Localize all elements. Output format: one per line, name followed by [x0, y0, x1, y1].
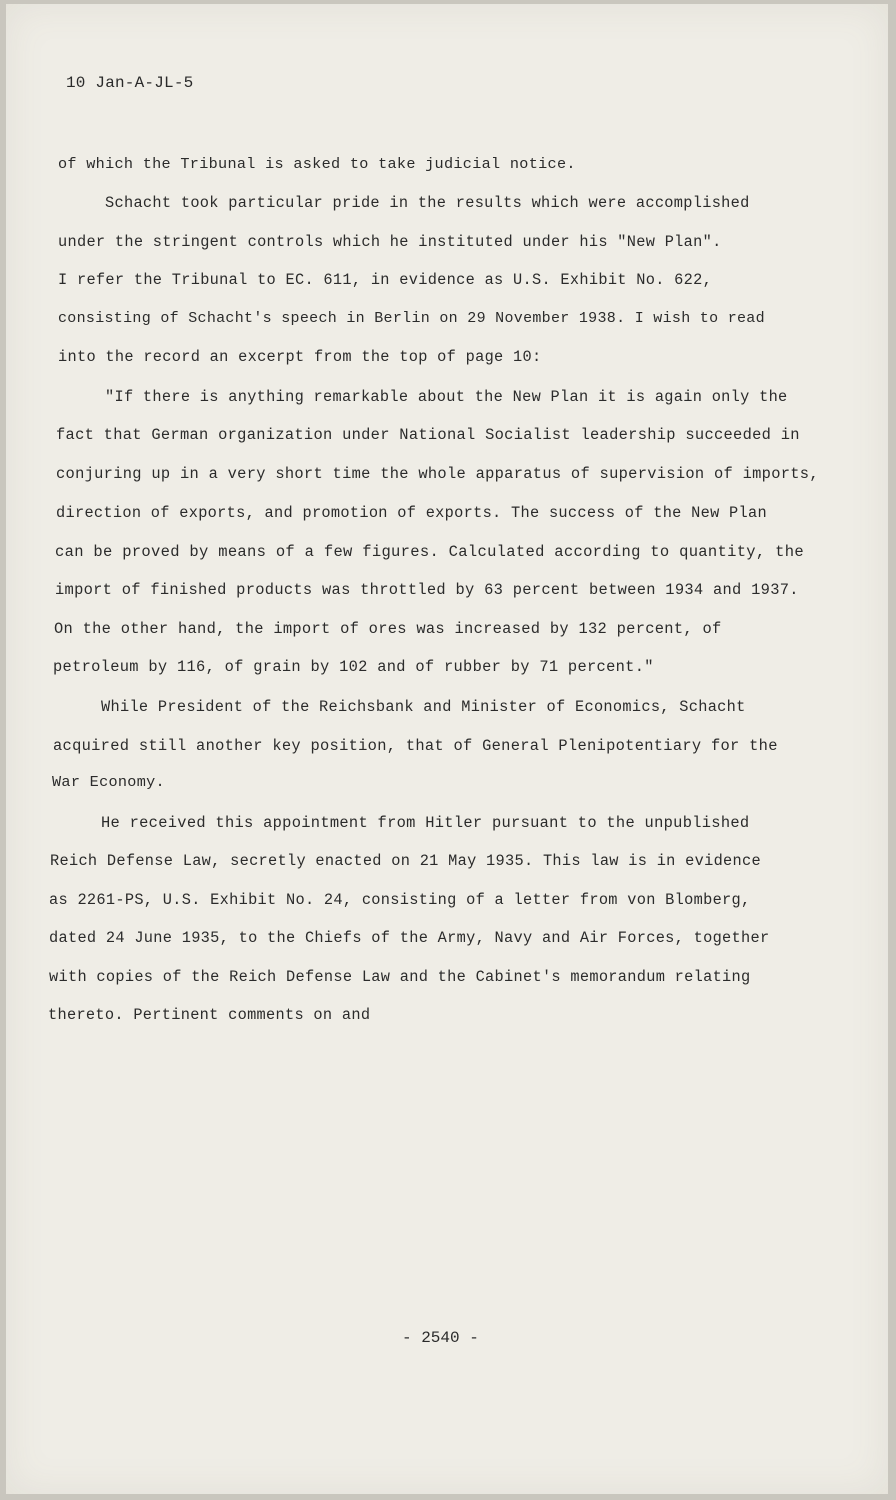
text-line-2: Schacht took particular pride in the results which were accomplished — [105, 194, 750, 212]
text-line-7: "If there is anything remarkable about the New Plan it is again only the — [105, 388, 788, 406]
document-header: 10 Jan-A-JL-5 — [66, 74, 194, 92]
text-line-11: can be proved by means of a few figures. Calculated according to quantity, the — [55, 543, 804, 561]
text-line-18: He received this appointment from Hitler pursuant to the unpublished — [101, 814, 750, 832]
text-line-14: petroleum by 116, of grain by 102 and of rubber by 71 percent." — [53, 658, 654, 676]
text-line-10: direction of exports, and promotion of exports. The success of the New Plan — [56, 504, 767, 522]
text-line-1: of which the Tribunal is asked to take judicial notice. — [58, 155, 576, 173]
text-line-9: conjuring up in a very short time the whole apparatus of supervision of imports, — [56, 465, 819, 483]
text-line-4: I refer the Tribunal to EC. 611, in evidence as U.S. Exhibit No. 622, — [58, 271, 713, 289]
text-line-15: While President of the Reichsbank and Minister of Economics, Schacht — [101, 698, 746, 716]
text-line-12: import of finished products was throttled by 63 percent between 1934 and 1937. — [55, 581, 799, 599]
text-line-19: Reich Defense Law, secretly enacted on 21 May 1935. This law is in evidence — [50, 852, 761, 870]
page-number: - 2540 - — [402, 1329, 479, 1347]
text-line-6: into the record an excerpt from the top of page 10: — [58, 348, 542, 366]
text-line-17: War Economy. — [52, 773, 165, 791]
document-page — [6, 4, 888, 1494]
text-line-22: with copies of the Reich Defense Law and the Cabinet's memorandum relating — [49, 968, 751, 986]
text-line-16: acquired still another key position, that of General Plenipotentiary for the — [53, 737, 778, 755]
text-line-13: On the other hand, the import of ores was increased by 132 percent, of — [54, 620, 722, 638]
text-line-8: fact that German organization under National Socialist leadership succeeded in — [56, 426, 800, 444]
text-line-20: as 2261-PS, U.S. Exhibit No. 24, consisting of a letter from von Blomberg, — [49, 891, 751, 909]
text-line-21: dated 24 June 1935, to the Chiefs of the Army, Navy and Air Forces, together — [49, 929, 770, 947]
text-line-5: consisting of Schacht's speech in Berlin on 29 November 1938. I wish to read — [58, 310, 765, 327]
text-line-23: thereto. Pertinent comments on and — [48, 1006, 371, 1024]
text-line-3: under the stringent controls which he instituted under his "New Plan". — [58, 233, 722, 251]
